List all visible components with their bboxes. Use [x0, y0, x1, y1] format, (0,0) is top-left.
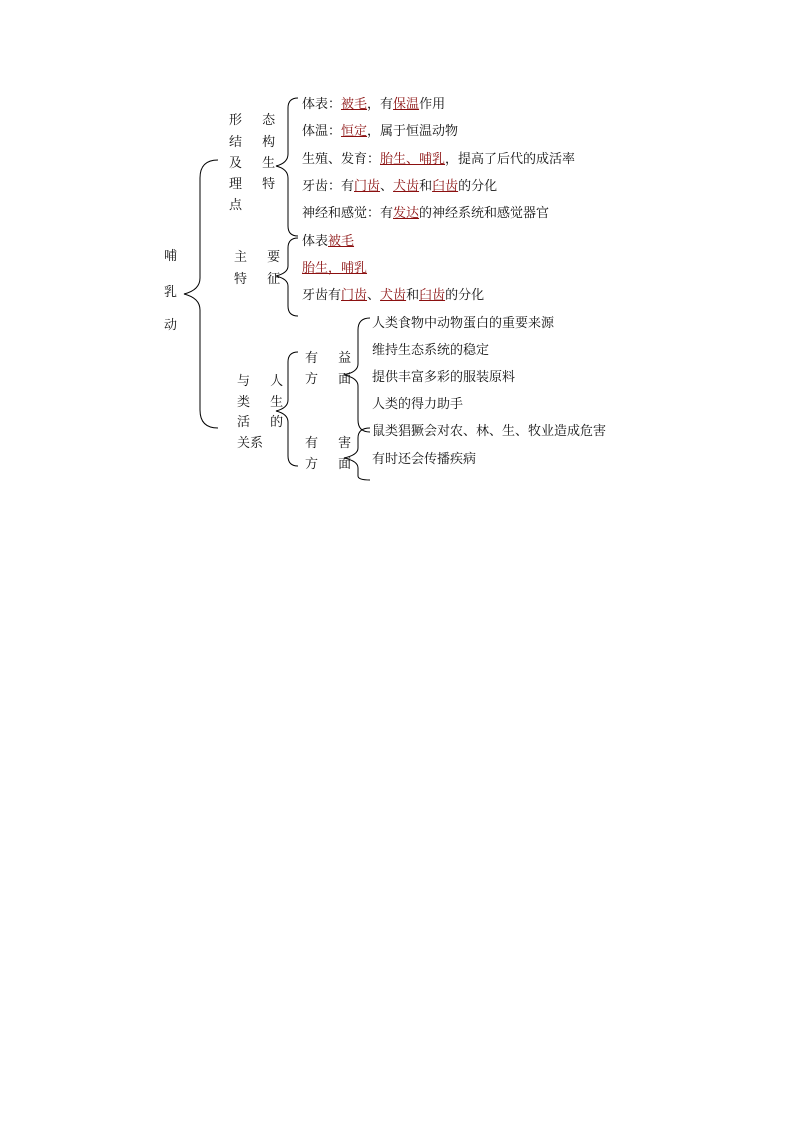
text-segment: 牙齿：有	[302, 179, 355, 194]
underlined-term: 发达	[393, 206, 420, 221]
rel-label-line: 类 生	[237, 395, 292, 410]
text-segment: 和	[419, 179, 433, 194]
harm-label-line: 有 害	[305, 436, 360, 451]
text-segment: 的分化	[445, 288, 485, 303]
underlined-term: 恒定	[341, 124, 368, 139]
text-segment: 和	[406, 288, 420, 303]
text-segment: 体表	[302, 234, 329, 249]
underlined-term: 臼齿	[419, 288, 446, 303]
benefit-item: 提供丰富多彩的服装原料	[372, 370, 516, 385]
rel-label-line: 活 的	[237, 415, 292, 430]
text-segment: 体表：	[302, 97, 342, 112]
underlined-term: 被毛	[341, 97, 368, 112]
morph-label-line: 结 构	[229, 135, 284, 150]
text-segment: 的分化	[458, 179, 498, 194]
root-char: 动	[164, 318, 178, 333]
morph-item	[302, 124, 458, 140]
text-segment: 的神经系统和感觉器官	[419, 206, 550, 221]
text-segment: ，提高了后代的成活率	[445, 152, 576, 167]
underlined-term: 被毛	[328, 234, 355, 249]
main-label-line: 主 要	[234, 250, 289, 265]
text-segment: 体温：	[302, 124, 342, 139]
underlined-term: 保温	[393, 97, 420, 112]
root-brace	[184, 160, 218, 428]
main-item	[302, 234, 354, 250]
morph-item	[302, 97, 445, 113]
text-segment: 神经和感觉：有	[302, 206, 394, 221]
text-segment: 牙齿有	[302, 288, 342, 303]
harm-item: 有时还会传播疾病	[372, 452, 477, 467]
underlined-term: 门齿	[341, 288, 368, 303]
main-label-line: 特 征	[234, 272, 289, 287]
root-char: 哺	[164, 249, 178, 264]
morph-item	[302, 206, 549, 222]
benefit-label-line: 方 面	[305, 372, 360, 387]
benefit-item: 维持生态系统的稳定	[372, 343, 490, 358]
rel-label-line: 关系	[237, 436, 264, 451]
underlined-term: 犬齿	[380, 288, 407, 303]
text-segment: ，属于恒温动物	[367, 124, 459, 139]
text-segment: 、	[380, 179, 394, 194]
harm-label-line: 方 面	[305, 457, 360, 472]
morph-label-line: 理 特	[229, 177, 284, 192]
harm-item: 鼠类猖獗会对农、林、生、牧业造成危害	[372, 424, 607, 439]
morph-item	[302, 152, 575, 168]
benefit-item: 人类食物中动物蛋白的重要来源	[372, 316, 555, 331]
underlined-term: 门齿	[354, 179, 381, 194]
underlined-term: 胎生，哺乳	[302, 261, 368, 276]
main-item	[302, 261, 367, 277]
main-item	[302, 288, 484, 304]
morph-label-line: 形 态	[229, 113, 284, 128]
underlined-term: 胎生、哺乳	[380, 152, 446, 167]
text-segment: 生殖、发育：	[302, 152, 381, 167]
morph-label-line: 及 生	[229, 156, 284, 171]
root-char: 乳	[164, 285, 178, 300]
benefit-item: 人类的得力助手	[372, 397, 464, 412]
text-segment: 作用	[419, 97, 446, 112]
text-segment: ，有	[367, 97, 394, 112]
benefit-label-line: 有 益	[305, 351, 360, 366]
morph-item	[302, 179, 497, 195]
text-segment: 、	[367, 288, 381, 303]
underlined-term: 臼齿	[432, 179, 459, 194]
rel-label-line: 与 人	[237, 374, 292, 389]
underlined-term: 犬齿	[393, 179, 420, 194]
morph-label-line: 点	[229, 198, 251, 213]
